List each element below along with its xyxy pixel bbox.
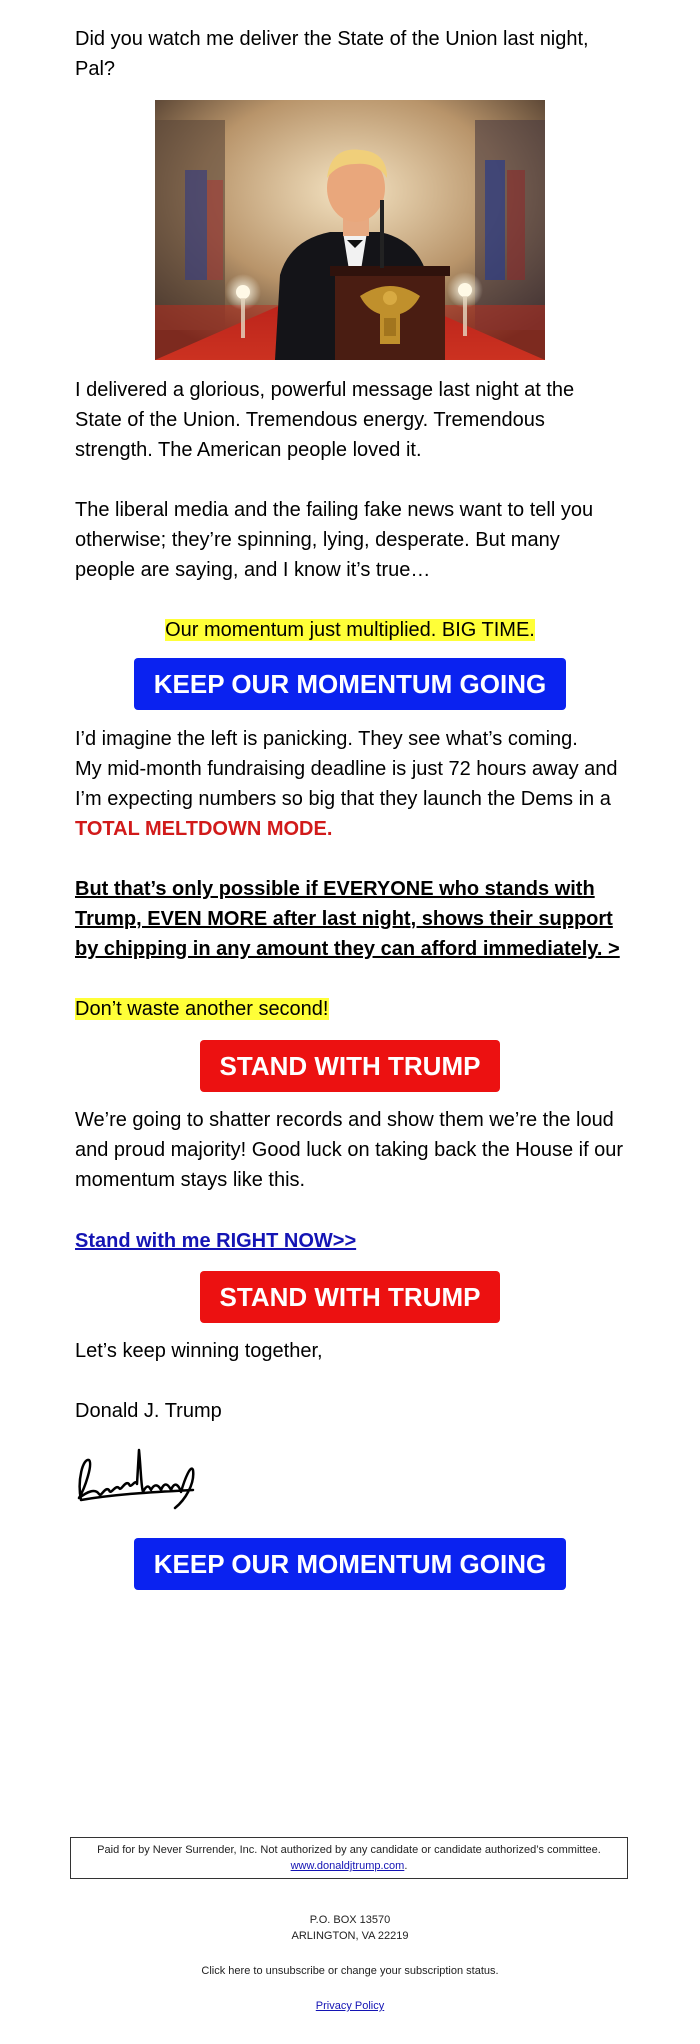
cta-stand-wrap-2 (75, 1271, 625, 1323)
stand-link-wrap (75, 1227, 625, 1255)
closing-text: Let’s keep winning together, (75, 1340, 323, 1362)
stand-with-trump-button-2[interactable]: STAND WITH TRUMP (200, 1271, 500, 1323)
signature-drawing (75, 1440, 205, 1512)
signature-name: Donald J. Trump (75, 1400, 222, 1422)
intro-text: Did you watch me deliver the State of the Union last night, Pal? (75, 28, 589, 80)
privacy-policy-link[interactable]: Privacy Policy (315, 2000, 385, 2012)
speech-photo-illustration (155, 100, 545, 360)
paid-for-text: Paid for by Never Surrender, Inc. Not authorized by any candidate or candidate authorized’s committee. (97, 1844, 601, 1856)
meltdown-text: TOTAL MELTDOWN MODE. (75, 818, 333, 840)
support-call-text[interactable]: But that’s only possible if EVERYONE who stands with Trump, EVEN MORE after last night, shows their support by chipping in any amount they can afford immediately. > (75, 878, 620, 960)
highlight-momentum-text: Our momentum just multiplied. BIG TIME. (165, 619, 535, 641)
cta-keep-momentum-wrap-2 (75, 1538, 625, 1590)
website-link[interactable]: www.donaldjtrump.com (290, 1860, 405, 1872)
speech-photo (155, 100, 545, 360)
paragraph-1: I delivered a glorious, powerful message last night at the State of the Union. Tremendous energy. Tremendous strength. The American people loved it. (75, 379, 575, 461)
disclaimer-box (70, 1837, 628, 1879)
po-box: P.O. BOX 13570 (309, 1914, 391, 1926)
website-line (71, 1858, 627, 1874)
stand-with-me-link[interactable]: Stand with me RIGHT NOW>> (75, 1230, 357, 1252)
privacy-wrap (0, 1998, 700, 2014)
keep-momentum-button-1[interactable]: KEEP OUR MOMENTUM GOING (134, 658, 566, 710)
paragraph-2: The liberal media and the failing fake news want to tell you otherwise; they’re spinning, lying, desperate. But many people are saying, and I know it’s true… (75, 499, 594, 581)
city-address: ARLINGTON, VA 22219 (291, 1930, 409, 1942)
unsubscribe-link[interactable]: Click here to unsubscribe or change your subscription status. (201, 1965, 499, 1977)
paragraph-3-text: My mid-month fundraising deadline is just 72 hours away and I’m expecting numbers so big that they launch the Dems in a (75, 758, 618, 810)
keep-momentum-button-2[interactable]: KEEP OUR MOMENTUM GOING (134, 1538, 566, 1590)
paragraph-3-line-1: I’d imagine the left is panicking. They see what’s coming. (75, 728, 578, 750)
highlight-waste-text: Don’t waste another second! (75, 998, 329, 1020)
stand-with-trump-button-1[interactable]: STAND WITH TRUMP (200, 1040, 500, 1092)
paragraph-4: We’re going to shatter records and show them we’re the loud and proud majority! Good luck on taking back the House if our momentum stays like this. (75, 1109, 624, 1191)
highlight-waste (75, 995, 625, 1023)
cta-keep-momentum-wrap-1 (75, 658, 625, 710)
paragraph-3-line-2 (75, 754, 625, 844)
website-period: . (404, 1860, 408, 1872)
highlight-momentum (75, 616, 625, 644)
signature-image (75, 1440, 205, 1512)
cta-stand-wrap-1 (75, 1040, 625, 1092)
